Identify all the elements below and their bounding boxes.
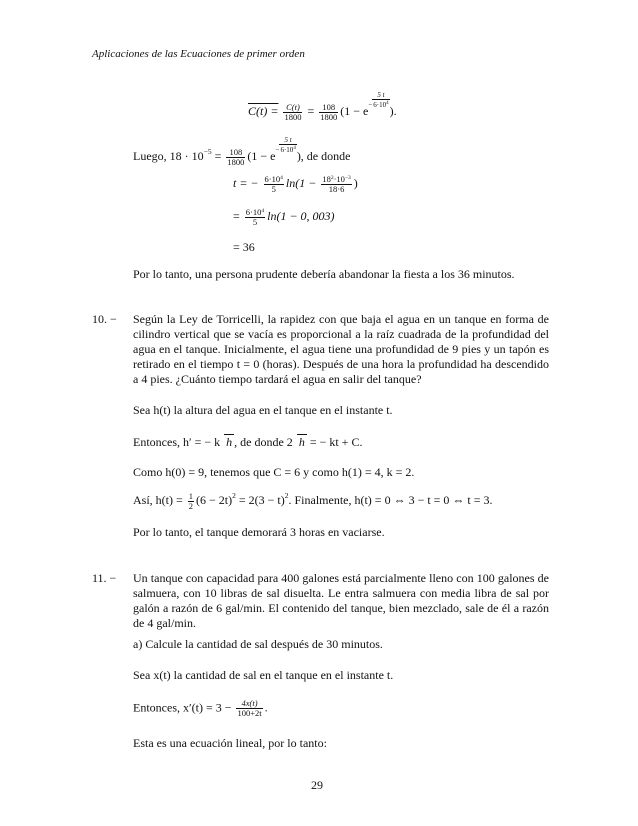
eq-lhs: C(t) = bbox=[248, 104, 279, 118]
sqrt-h-2: h bbox=[298, 435, 305, 449]
problem-10-line-2: Entonces, h′ = − k h , de donde 2 h = − kt + C. bbox=[133, 435, 363, 449]
problem-11-line-1: Sea x(t) la cantidad de sal en el tanque en el instante t. bbox=[133, 668, 394, 682]
equation-t-1: t = − $\frac{6\cdot 10^4}{5}$ ln(1 − $\frac{18^2\cdot 10^{-3}}{18\cdot 6}$ ) bbox=[233, 174, 358, 194]
eq-exponent: − bbox=[368, 101, 373, 109]
problem-11-statement: Un tanque con capacidad para 400 galones está parcialmente lleno con 100 galones de salmuera, con 10 libras de sal disuelta. Le entra salmuera con media libra de sal por galón a razón de 6 gal/min. El contenido del tanque, bien mezclado, sale de él a razón de 4 gal/min. bbox=[133, 571, 549, 630]
problem-10-statement: Según la Ley de Torricelli, la rapidez con que baja el agua en un tanque en forma de cilindro vertical que se vacía es proporcional a la raíz cuadrada de la profundidad del agua en el tanque. Inicialmente, el agua tiene una profundidad de 9 pies y un tapón es retirado en el tiempo t = 0 (horas). Después de una hora la profundidad ha descendido a 4 pies. ¿Cuánto tiempo tardará el agua en salir del tanque? bbox=[133, 312, 549, 386]
sqrt-h-1: h bbox=[226, 435, 233, 449]
problem-10-line-4: Así, h(t) = $\frac{1}{2}$ $(6 - 2t)^2 = 2(3 - t)^2$. Finalmente, h(t) = 0 ⇔ 3 − t = 0 ⇔ t = 3. bbox=[133, 490, 493, 511]
problem-10-number: 10. − bbox=[92, 312, 117, 326]
problem-11-line-2: Entonces, x′(t) = 3 − $\frac{4x(t)}{100+2t}$ . bbox=[133, 698, 268, 718]
conclusion-problem-9: Por lo tanto, una persona prudente debería abandonar la fiesta a los 36 minutos. bbox=[133, 267, 515, 281]
luego-frac: $\frac{108}{1800}$ bbox=[227, 146, 245, 167]
equation-concentration: C(t) = $\frac{C(t)}{1800}$ = $\frac{108}{1800}$ (1 − e− $\frac{5 t}{6\cdot 10^4}$ ). bbox=[248, 91, 397, 122]
equation-t-3: = 36 bbox=[233, 240, 255, 254]
problem-10-conclusion: Por lo tanto, el tanque demorará 3 horas en vaciarse. bbox=[133, 525, 385, 539]
running-header: Aplicaciones de las Ecuaciones de primer orden bbox=[92, 48, 305, 60]
page-number: 29 bbox=[311, 778, 323, 792]
problem-11-line-3: Esta es una ecuación lineal, por lo tanto: bbox=[133, 736, 327, 750]
problem-11-number: 11. − bbox=[92, 571, 117, 585]
problem-10-line-3: Como h(0) = 9, tenemos que C = 6 y como h(1) = 4, k = 2. bbox=[133, 465, 415, 479]
equation-t-2: = $\frac{6\cdot 10^4}{5}$ ln(1 − 0, 003) bbox=[233, 207, 335, 227]
problem-11-part-a: a) Calcule la cantidad de sal después de 30 minutos. bbox=[133, 637, 383, 651]
eq-frac-2: $\frac{108}{1800}$ bbox=[320, 101, 338, 122]
eq-frac-1: $\frac{C(t)}{1800}$ bbox=[284, 101, 302, 122]
equation-luego: Luego, $18 \cdot 10^{-5}$ = $\frac{108}{1800}$ (1 − e− $\frac{5 t}{6\cdot 10^4}$ ), de donde bbox=[133, 136, 351, 167]
problem-10-line-1: Sea h(t) la altura del agua en el tanque en el instante t. bbox=[133, 403, 393, 417]
